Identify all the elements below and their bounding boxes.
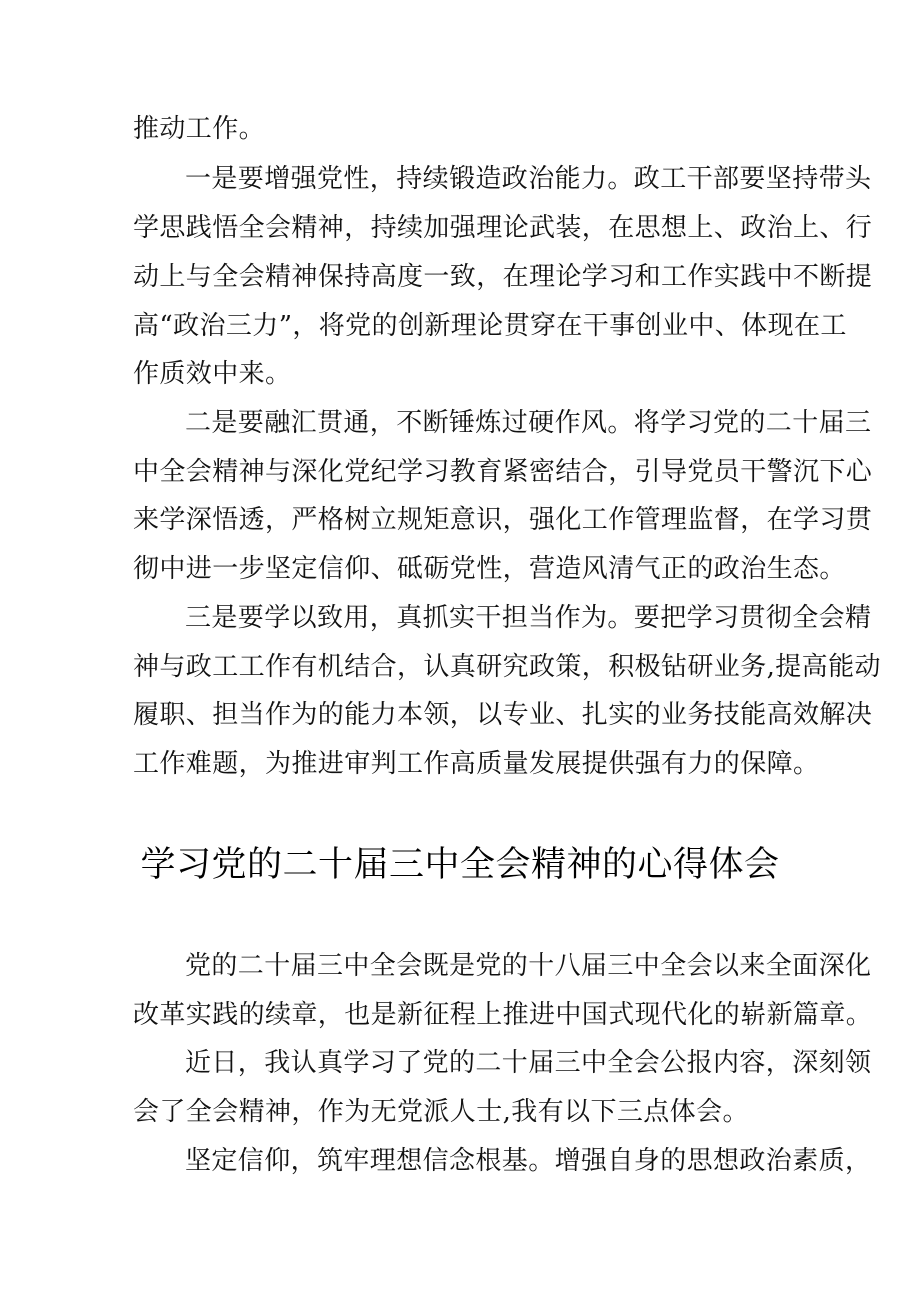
paragraph-line: 作质效中来。 bbox=[133, 359, 292, 389]
document-title: 学习党的二十届三中全会精神的心得体会 bbox=[140, 845, 780, 885]
paragraph-line: 中全会精神与深化党纪学习教育紧密结合，引导党员干警沉下心 bbox=[133, 457, 873, 487]
paragraph-line: 高“政治三力”，将党的创新理论贯穿在干事创业中、体现在工 bbox=[133, 311, 847, 341]
paragraph-line: 坚定信仰，筑牢理想信念根基。增强自身的思想政治素质， bbox=[185, 1146, 872, 1176]
paragraph-line: 会了全会精神，作为无党派人士,我有以下三点体会。 bbox=[133, 1097, 749, 1127]
paragraph-line: 近日，我认真学习了党的二十届三中全会公报内容，深刻领 bbox=[185, 1048, 872, 1078]
paragraph-line: 三是要学以致用，真抓实干担当作为。要把学习贯彻全会精 bbox=[185, 603, 872, 633]
paragraph-line: 来学深悟透，严格树立规矩意识，强化工作管理监督，在学习贯 bbox=[133, 505, 873, 535]
paragraph-line: 工作难题，为推进审判工作高质量发展提供强有力的保障。 bbox=[133, 749, 820, 779]
paragraph-line: 履职、担当作为的能力本领，以专业、扎实的业务技能高效解决 bbox=[133, 700, 873, 730]
paragraph-line: 神与政工工作有机结合，认真研究政策，积极钻研业务,提高能动 bbox=[133, 652, 881, 682]
paragraph-line: 党的二十届三中全会既是党的十八届三中全会以来全面深化 bbox=[185, 951, 872, 981]
paragraph-line: 学思践悟全会精神，持续加强理论武装，在思想上、政治上、行 bbox=[133, 213, 873, 243]
paragraph-line: 一是要增强党性，持续锻造政治能力。政工干部要坚持带头 bbox=[185, 164, 872, 194]
paragraph-line: 动上与全会精神保持高度一致，在理论学习和工作实践中不断提 bbox=[133, 262, 873, 292]
paragraph-line: 彻中进一步坚定信仰、砥砺党性，营造风清气正的政治生态。 bbox=[133, 554, 846, 584]
paragraph-line: 改革实践的续章，也是新征程上推进中国式现代化的崭新篇章。 bbox=[133, 1000, 873, 1030]
paragraph-line: 二是要融汇贯通，不断锤炼过硬作风。将学习党的二十届三 bbox=[185, 408, 872, 438]
paragraph-continuation-line: 推动工作。 bbox=[133, 114, 266, 144]
